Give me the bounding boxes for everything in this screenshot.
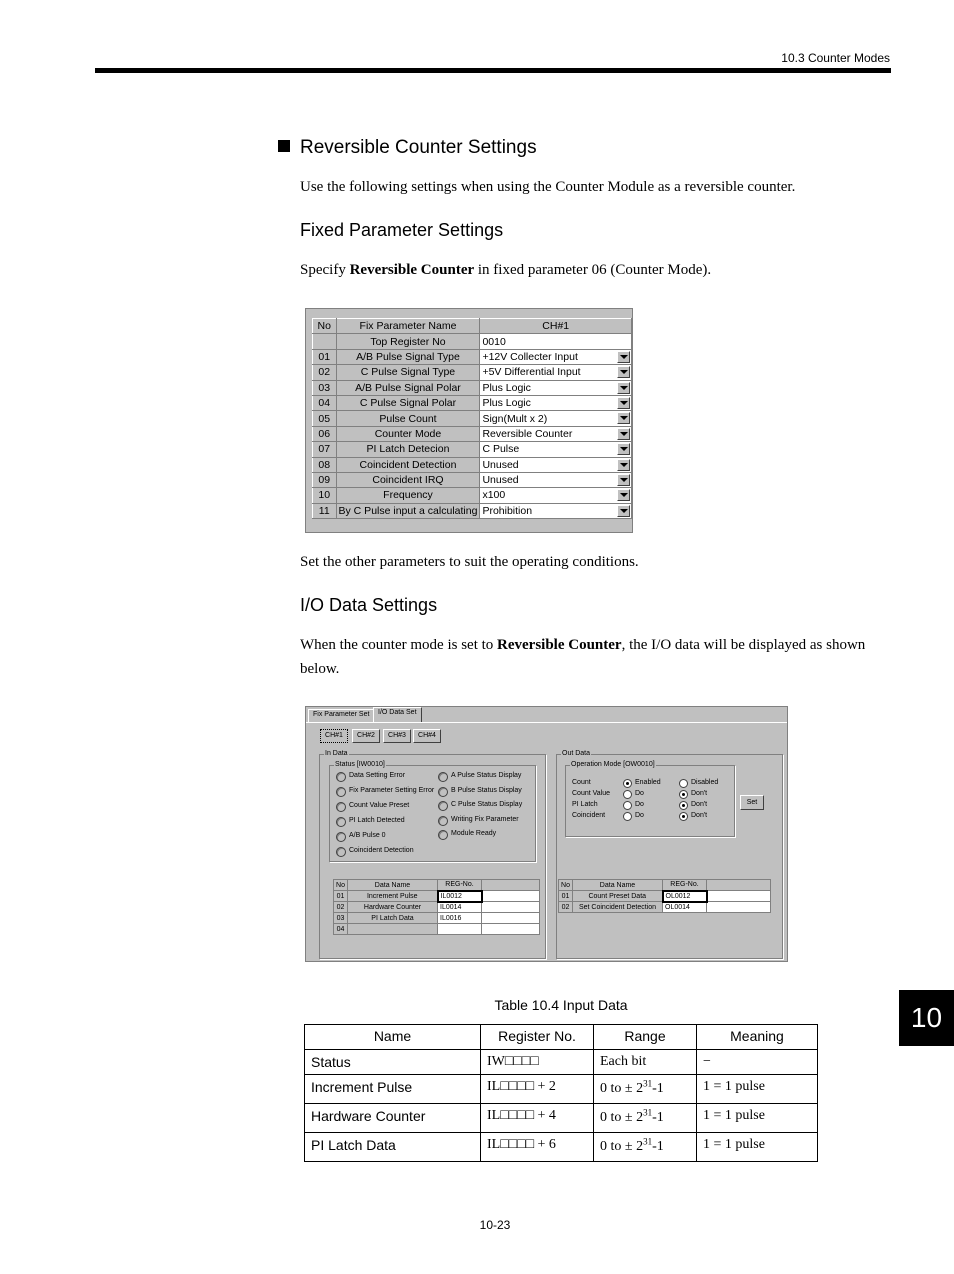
section-title: Reversible Counter Settings	[300, 137, 537, 158]
fix-param-value-cell[interactable]	[480, 472, 632, 487]
fix-param-no: 03	[313, 380, 337, 395]
io-grid-reg[interactable]: IL0016	[438, 913, 482, 924]
status-right-label: B Pulse Status Display	[451, 786, 522, 794]
fix-param-no: 04	[313, 395, 337, 410]
input-table-row	[305, 1075, 818, 1104]
dropdown-arrow-icon[interactable]	[617, 443, 630, 455]
fix-param-row	[313, 411, 632, 426]
io-grid-no: 04	[334, 924, 348, 935]
cell-register: IW□□□□	[481, 1050, 594, 1075]
input-data-table	[304, 1024, 818, 1162]
radio-label: Disabled	[691, 779, 719, 786]
cell-range	[594, 1050, 697, 1075]
io-grid-row	[559, 891, 771, 902]
radio-label: Don't	[691, 801, 708, 808]
cell-meaning: −	[697, 1050, 818, 1075]
io-grid-name	[348, 924, 438, 935]
fixed-param-note: Set the other parameters to suit the operating conditions.	[300, 554, 639, 570]
dropdown-arrow-icon[interactable]	[617, 428, 630, 440]
fix-param-value-cell[interactable]	[480, 457, 632, 472]
status-left-label: PI Latch Detected	[349, 817, 405, 824]
fix-param-name: C Pulse Signal Type	[336, 365, 480, 380]
fix-param-no: 11	[313, 503, 337, 518]
out-data-grid	[558, 879, 771, 913]
tab-divider	[306, 722, 788, 723]
io-grid-no: 02	[559, 902, 573, 913]
fix-param-name: Pulse Count	[336, 411, 480, 426]
fixed-parameter-grid	[312, 318, 632, 519]
out-col-name: Data Name	[573, 880, 663, 891]
dropdown-arrow-icon[interactable]	[617, 474, 630, 486]
fix-param-value-cell[interactable]	[480, 411, 632, 426]
radio-button[interactable]	[679, 779, 688, 788]
dropdown-arrow-icon[interactable]	[617, 412, 630, 424]
fix-param-value: C Pulse	[482, 443, 520, 456]
radio-button[interactable]	[623, 801, 632, 810]
cell-name: PI Latch Data	[305, 1133, 481, 1162]
opmode-name: Coincident	[572, 812, 606, 819]
io-grid-no: 02	[334, 902, 348, 913]
io-grid-fill	[707, 902, 771, 913]
fix-param-value: Plus Logic	[482, 381, 531, 394]
io-grid-name: Count Preset Data	[573, 891, 663, 902]
cell-register: IL□□□□ + 6	[481, 1133, 594, 1162]
fix-param-no: 01	[313, 349, 337, 364]
io-grid-row	[334, 913, 540, 924]
cell-meaning: 1 = 1 pulse	[697, 1075, 818, 1104]
out-grid-header	[559, 880, 771, 891]
io-grid-no: 01	[559, 891, 573, 902]
io-grid-name: Increment Pulse	[348, 891, 438, 902]
fix-param-row	[313, 426, 632, 441]
fix-param-no: 09	[313, 472, 337, 487]
in-col-reg: REG-No.	[438, 880, 482, 891]
status-right-label: C Pulse Status Display	[451, 801, 523, 808]
fix-param-name: Coincident IRQ	[336, 472, 480, 487]
fix-param-value: x100	[482, 489, 506, 502]
tab-io-data-set[interactable]: I/O Data Set	[373, 707, 422, 722]
range-base: Each bit	[600, 1054, 647, 1069]
status-led-icon	[438, 801, 448, 811]
fix-param-name: PI Latch Detecion	[336, 442, 480, 457]
fix-param-name: Top Register No	[336, 334, 480, 349]
dropdown-arrow-icon[interactable]	[617, 366, 630, 378]
fix-param-name: By C Pulse input a calculating	[336, 503, 480, 518]
fix-param-no	[313, 334, 337, 349]
input-table-row	[305, 1133, 818, 1162]
fix-param-value: Plus Logic	[482, 397, 531, 410]
io-grid-row	[559, 902, 771, 913]
range-base: 0 to ± 2	[600, 1110, 644, 1125]
fix-param-value-cell[interactable]	[480, 349, 632, 364]
radio-button[interactable]	[679, 812, 688, 821]
io-grid-row	[334, 902, 540, 913]
fixed-parameter-screenshot	[305, 308, 633, 533]
opmode-name: Count	[572, 779, 591, 786]
status-led-icon	[336, 787, 346, 797]
in-data-label: In Data	[325, 750, 348, 757]
io-grid-name: Hardware Counter	[348, 902, 438, 913]
io-grid-reg[interactable]	[438, 924, 482, 935]
th-meaning: Meaning	[697, 1025, 818, 1050]
status-left-label: Coincident Detection	[349, 847, 414, 854]
header-rule	[95, 68, 891, 73]
radio-label: Do	[635, 790, 644, 797]
set-button[interactable]: Set	[740, 795, 764, 810]
fix-param-row	[313, 503, 632, 518]
io-data-heading: I/O Data Settings	[300, 595, 438, 615]
io-grid-row	[334, 924, 540, 935]
dropdown-arrow-icon[interactable]	[617, 397, 630, 409]
dropdown-arrow-icon[interactable]	[617, 351, 630, 363]
radio-label: Enabled	[635, 779, 661, 786]
opmode-name: Count Value	[572, 790, 611, 797]
status-led-icon	[336, 772, 346, 782]
io-data-text: When the counter mode is set to Reversible Counter, the I/O data will be displayed as shown below.	[300, 637, 866, 677]
out-col-fill	[707, 880, 771, 891]
square-bullet-icon	[278, 140, 290, 152]
cell-meaning: 1 = 1 pulse	[697, 1133, 818, 1162]
dropdown-arrow-icon[interactable]	[617, 489, 630, 501]
cell-range	[594, 1104, 697, 1133]
input-table-row	[305, 1050, 818, 1075]
in-col-fill	[482, 880, 540, 891]
fix-param-row	[313, 457, 632, 472]
status-right-label: Writing Fix Parameter	[451, 815, 519, 823]
fix-param-value-cell[interactable]	[480, 426, 632, 441]
fix-param-row	[313, 442, 632, 457]
fix-param-value: +12V Collecter Input	[482, 350, 578, 363]
ch4-button[interactable]: CH#4	[413, 729, 441, 743]
fix-param-row	[313, 349, 632, 364]
range-suffix: -1	[652, 1110, 664, 1125]
status-led-icon	[438, 830, 448, 840]
status-left-label: Data Setting Error	[349, 772, 406, 779]
fixed-param-heading: Fixed Parameter Settings	[300, 220, 504, 240]
fix-param-value-cell[interactable]	[480, 395, 632, 410]
radio-button[interactable]	[623, 779, 632, 788]
range-base: 0 to ± 2	[600, 1081, 644, 1096]
fix-param-value-cell[interactable]	[480, 365, 632, 380]
fix-param-value: Unused	[482, 474, 519, 487]
fix-param-value: Reversible Counter	[482, 427, 573, 440]
io-grid-fill	[482, 913, 540, 924]
ch2-button[interactable]: CH#2	[352, 729, 380, 743]
running-head: 10.3 Counter Modes	[781, 51, 890, 65]
status-led-icon	[336, 832, 346, 842]
status-label: Status [IW0010]	[335, 761, 385, 768]
out-data-label: Out Data	[562, 750, 591, 757]
fix-param-no: 08	[313, 457, 337, 472]
cell-name: Status	[305, 1050, 481, 1075]
dropdown-arrow-icon[interactable]	[617, 382, 630, 394]
input-table-row	[305, 1104, 818, 1133]
fix-param-row	[313, 488, 632, 503]
io-grid-name: PI Latch Data	[348, 913, 438, 924]
fix-param-row	[313, 472, 632, 487]
radio-label: Don't	[691, 812, 708, 819]
status-left-label: Count Value Preset	[349, 802, 410, 809]
fix-param-name: C Pulse Signal Polar	[336, 395, 480, 410]
io-grid-fill	[482, 902, 540, 913]
in-data-grid	[333, 879, 540, 935]
io-grid-no: 01	[334, 891, 348, 902]
cell-range	[594, 1133, 697, 1162]
fix-param-value: Unused	[482, 458, 519, 471]
io-grid-no: 03	[334, 913, 348, 924]
fix-param-value-cell[interactable]	[480, 334, 632, 349]
fix-param-value-cell[interactable]	[480, 442, 632, 457]
status-led-icon	[336, 817, 346, 827]
table-caption: Table 10.4 Input Data	[494, 997, 628, 1013]
radio-label: Do	[635, 801, 644, 808]
status-led-icon	[438, 787, 448, 797]
cell-register: IL□□□□ + 2	[481, 1075, 594, 1104]
col-ch1: CH#1	[480, 319, 632, 334]
ch1-button[interactable]: CH#1	[320, 729, 348, 743]
fix-param-no: 07	[313, 442, 337, 457]
fix-param-row	[313, 380, 632, 395]
in-grid-header	[334, 880, 540, 891]
fix-param-name: A/B Pulse Signal Type	[336, 349, 480, 364]
chapter-tab: 10	[899, 990, 954, 1046]
io-grid-row	[334, 891, 540, 902]
cell-name: Increment Pulse	[305, 1075, 481, 1104]
fix-param-name: Coincident Detection	[336, 457, 480, 472]
radio-label: Don't	[691, 790, 708, 797]
cell-register: IL□□□□ + 4	[481, 1104, 594, 1133]
fix-param-row	[313, 334, 632, 349]
section-intro: Use the following settings when using the Counter Module as a reversible counter.	[300, 179, 796, 195]
fix-param-name: A/B Pulse Signal Polar	[336, 380, 480, 395]
range-exponent: 31	[643, 1136, 653, 1147]
opmode-name: PI Latch	[572, 801, 598, 808]
col-no: No	[313, 319, 337, 334]
fix-param-no: 10	[313, 488, 337, 503]
ch3-button[interactable]: CH#3	[383, 729, 411, 743]
input-table-header	[305, 1025, 818, 1050]
th-range: Range	[594, 1025, 697, 1050]
range-base: 0 to ± 2	[600, 1139, 644, 1154]
in-col-no: No	[334, 880, 348, 891]
fix-param-value: 0010	[482, 335, 506, 348]
status-led-icon	[336, 802, 346, 812]
io-data-screenshot	[305, 706, 788, 962]
th-register: Register No.	[481, 1025, 594, 1050]
status-led-icon	[438, 772, 448, 782]
fix-param-no: 05	[313, 411, 337, 426]
dropdown-arrow-icon[interactable]	[617, 459, 630, 471]
io-grid-fill	[707, 891, 771, 902]
fixed-param-instruction: Specify Reversible Counter in fixed parameter 06 (Counter Mode).	[300, 262, 712, 278]
tab-fix-parameter-set[interactable]: Fix Parameter Set	[308, 709, 374, 722]
radio-button[interactable]	[679, 801, 688, 810]
fix-param-row	[313, 365, 632, 380]
cell-meaning: 1 = 1 pulse	[697, 1104, 818, 1133]
io-grid-reg[interactable]: OL0014	[663, 902, 707, 913]
fix-param-no: 06	[313, 426, 337, 441]
fix-param-row	[313, 395, 632, 410]
cell-range	[594, 1075, 697, 1104]
range-suffix: -1	[652, 1139, 664, 1154]
fix-param-value: +5V Differential Input	[482, 366, 581, 379]
col-name: Fix Parameter Name	[336, 319, 480, 334]
out-col-reg: REG-No.	[663, 880, 707, 891]
status-led-icon	[336, 847, 346, 857]
out-col-no: No	[559, 880, 573, 891]
io-grid-name: Set Coincident Detection	[573, 902, 663, 913]
status-right-label: A Pulse Status Display	[451, 772, 522, 779]
fix-param-name: Frequency	[336, 488, 480, 503]
radio-button[interactable]	[623, 812, 632, 821]
io-grid-fill	[482, 924, 540, 935]
range-suffix: -1	[652, 1081, 664, 1096]
io-grid-fill	[482, 891, 540, 902]
io-grid-reg[interactable]: OL0012	[663, 891, 707, 902]
radio-button[interactable]	[623, 790, 632, 799]
dropdown-arrow-icon[interactable]	[617, 505, 630, 517]
fix-param-value: Sign(Mult x 2)	[482, 412, 548, 425]
status-left-label: A/B Pulse 0	[349, 832, 386, 839]
in-col-name: Data Name	[348, 880, 438, 891]
cell-name: Hardware Counter	[305, 1104, 481, 1133]
status-right-label: Module Ready	[451, 830, 497, 837]
range-exponent: 31	[643, 1078, 653, 1089]
fix-param-value-cell[interactable]	[480, 488, 632, 503]
fix-param-no: 02	[313, 365, 337, 380]
status-led-icon	[438, 816, 448, 826]
fix-param-name: Counter Mode	[336, 426, 480, 441]
status-left-label: Fix Parameter Setting Error	[349, 787, 435, 794]
grid-header-row	[313, 319, 632, 334]
page-number: 10-23	[479, 1218, 511, 1232]
range-exponent: 31	[643, 1107, 653, 1118]
io-grid-reg[interactable]: IL0014	[438, 902, 482, 913]
radio-label: Do	[635, 812, 644, 819]
fix-param-value-cell[interactable]	[480, 503, 632, 518]
th-name: Name	[305, 1025, 481, 1050]
operation-mode-label: Operation Mode [OW0010]	[571, 761, 655, 768]
fix-param-value-cell[interactable]	[480, 380, 632, 395]
radio-button[interactable]	[679, 790, 688, 799]
io-grid-reg[interactable]: IL0012	[438, 891, 482, 902]
fix-param-value: Prohibition	[482, 504, 533, 517]
